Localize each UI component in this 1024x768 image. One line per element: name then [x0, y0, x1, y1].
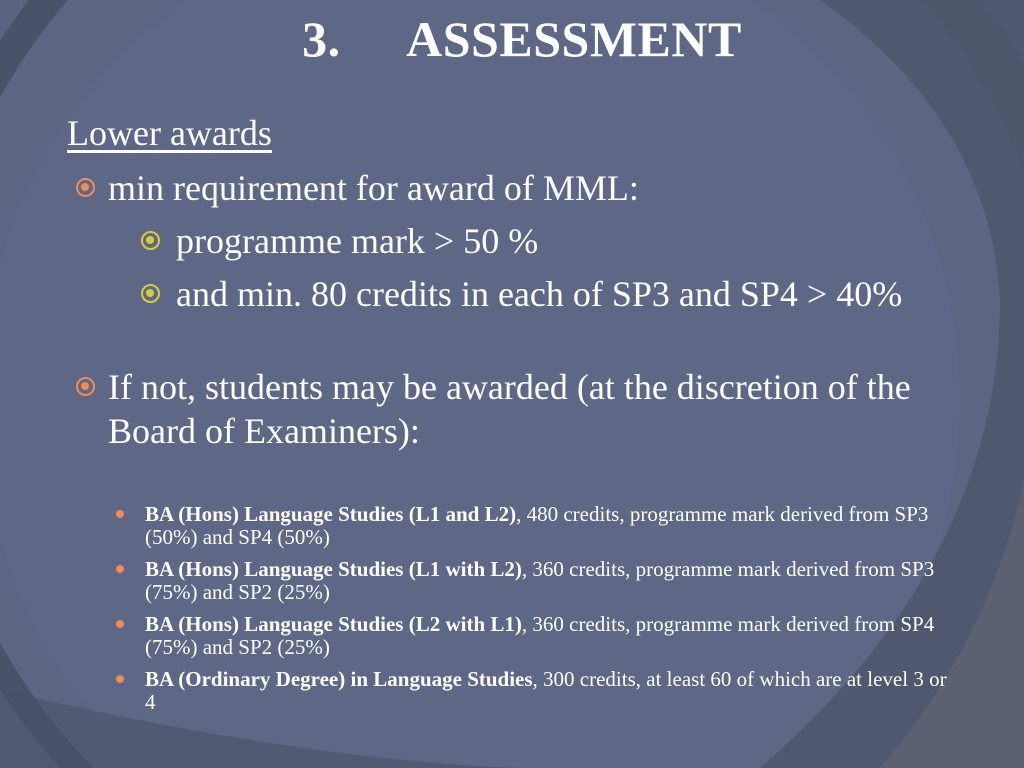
bullet-level1: min requirement for award of MML: [108, 168, 639, 208]
award-detail: , 300 credits, at least 60 of which are at level 3 or 4 [145, 667, 947, 714]
slide-title: 3. ASSESSMENT [302, 11, 742, 67]
dot-bullet-icon [116, 565, 124, 573]
bullet-level2: and min. 80 credits in each of SP3 and SP4 > 40% [176, 274, 903, 314]
ring-bullet-icon [76, 377, 95, 396]
award-item [145, 613, 955, 659]
award-detail: , 360 credits, programme mark derived from SP3 (75%) and SP2 (25%) [145, 557, 935, 604]
award-detail: , 480 credits, programme mark derived from SP3 (50%) and SP4 (50%) [145, 502, 929, 549]
award-item [145, 668, 955, 714]
award-detail: , 360 credits, programme mark derived from SP4 (75%) and SP2 (25%) [145, 612, 935, 659]
bullet-level1: If not, students may be awarded (at the discretion of the Board of Examiners): [108, 367, 911, 451]
section-subtitle: Lower awards [67, 113, 272, 153]
award-item [145, 558, 955, 604]
award-name: BA (Ordinary Degree) in Language Studies [145, 667, 533, 691]
dot-bullet-icon [116, 675, 124, 683]
bullet-level2: programme mark > 50 % [176, 221, 539, 261]
dot-bullet-icon [116, 510, 124, 518]
ring-bullet-icon [141, 284, 160, 303]
ring-bullet-icon [141, 231, 160, 250]
award-item [145, 503, 955, 549]
award-name: BA (Hons) Language Studies (L1 with L2) [145, 557, 522, 581]
award-name: BA (Hons) Language Studies (L1 and L2) [145, 502, 517, 526]
dot-bullet-icon [116, 620, 124, 628]
award-name: BA (Hons) Language Studies (L2 with L1) [145, 612, 522, 636]
ring-bullet-icon [76, 178, 95, 197]
